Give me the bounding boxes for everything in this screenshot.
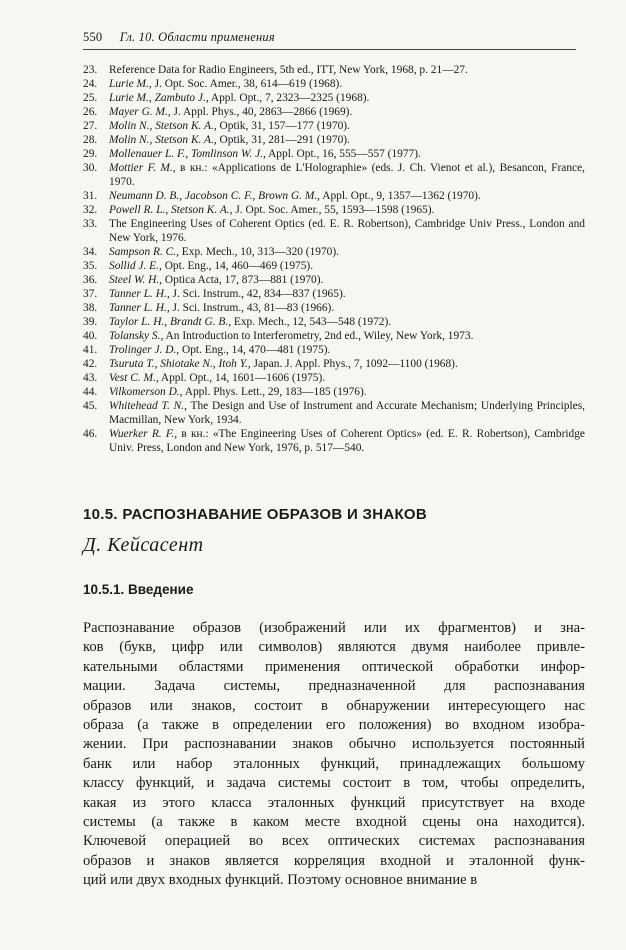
body-line: классу функций, и задача системы состоит в том, чтобы определить, bbox=[83, 775, 585, 792]
reference-item bbox=[83, 385, 585, 399]
reference-number: 44. bbox=[83, 386, 98, 398]
reference-number: 27. bbox=[83, 120, 98, 132]
reference-number: 28. bbox=[83, 134, 98, 146]
reference-number: 29. bbox=[83, 148, 98, 160]
reference-authors: Vest C. M., bbox=[109, 372, 159, 384]
reference-citation: J. Opt. Soc. Amer., 38, 614—619 (1968). bbox=[151, 78, 343, 90]
reference-item bbox=[83, 273, 585, 287]
reference-item bbox=[83, 189, 585, 203]
reference-text bbox=[109, 77, 585, 91]
reference-authors: Molin N., Stetson K. A., bbox=[109, 120, 217, 132]
running-header bbox=[83, 30, 275, 45]
reference-item bbox=[83, 329, 585, 343]
reference-authors: Taylor L. H., Brandt G. B., bbox=[109, 316, 232, 328]
reference-text bbox=[109, 273, 585, 287]
reference-authors: Mayer G. M., bbox=[109, 106, 171, 118]
reference-citation: Opt. Eng., 14, 470—481 (1975). bbox=[179, 344, 331, 356]
reference-number: 45. bbox=[83, 400, 98, 412]
reference-item bbox=[83, 245, 585, 259]
reference-citation: The Engineering Uses of Coherent Optics (ed. E. R. Robertson), Cambridge Univ Press., London and New York, 1976. bbox=[109, 218, 585, 244]
chapter-title: Гл. 10. Области применения bbox=[119, 30, 275, 44]
reference-citation: The Design and Use of Instrument and Accurate Mechanism; Underlying Principles, Macmillan, New York, 1934. bbox=[109, 400, 585, 426]
reference-item bbox=[83, 105, 585, 119]
reference-citation: Appl. Opt., 14, 1601—1606 (1975). bbox=[158, 372, 326, 384]
reference-authors: Lurie M., Zambuto J., bbox=[109, 92, 209, 104]
body-line: какая из этого класса эталонных функций присутствует на входе bbox=[83, 794, 585, 811]
reference-authors: Mottier F. M., bbox=[109, 162, 176, 174]
body-line: банк или набор эталонных функций, принадлежащих большому bbox=[83, 755, 585, 772]
reference-citation: Opt. Eng., 14, 460—469 (1975). bbox=[161, 260, 314, 272]
reference-text bbox=[109, 399, 585, 427]
reference-text bbox=[109, 161, 585, 189]
body-line: кательными областями применения оптической обработки инфор- bbox=[83, 658, 585, 675]
reference-authors: Whitehead T. N., bbox=[109, 400, 187, 412]
reference-text bbox=[109, 287, 585, 301]
reference-authors: Tanner L. H., bbox=[109, 288, 170, 300]
reference-citation: Appl. Opt., 7, 2323—2325 (1968). bbox=[208, 92, 370, 104]
reference-citation: J. Sci. Instrum., 43, 81—83 (1966). bbox=[169, 302, 335, 314]
reference-citation: Appl. Opt., 9, 1357—1362 (1970). bbox=[320, 190, 481, 202]
reference-item bbox=[83, 399, 585, 427]
reference-text bbox=[109, 371, 585, 385]
reference-authors: Molin N., Stetson K. A., bbox=[109, 134, 217, 146]
reference-item bbox=[83, 357, 585, 371]
body-line: образов и знаков является корреляция входной и эталонной функ- bbox=[83, 852, 585, 869]
reference-item bbox=[83, 147, 585, 161]
body-line: жении. При распознавании знаков обычно используется постоянный bbox=[83, 736, 585, 753]
reference-item bbox=[83, 301, 585, 315]
reference-item bbox=[83, 161, 585, 189]
reference-number: 23. bbox=[83, 64, 98, 76]
reference-item bbox=[83, 217, 585, 245]
section-author: Д. Кейсасент bbox=[83, 534, 204, 556]
body-line: системы (а также в каком месте входной сцены она находится). bbox=[83, 814, 585, 831]
reference-citation: J. Opt. Soc. Amer., 55, 1593—1598 (1965). bbox=[232, 204, 435, 216]
reference-citation: Appl. Opt., 16, 555—557 (1977). bbox=[265, 148, 421, 160]
section-title: 10.5. РАСПОЗНАВАНИЕ ОБРАЗОВ И ЗНАКОВ bbox=[83, 506, 428, 523]
reference-number: 33. bbox=[83, 218, 98, 230]
reference-number: 42. bbox=[83, 358, 98, 370]
reference-citation: Reference Data for Radio Engineers, 5th ed., ITT, New York, 1968, p. 21—27. bbox=[109, 64, 468, 76]
reference-authors: Tolansky S., bbox=[109, 330, 164, 342]
reference-number: 40. bbox=[83, 330, 98, 342]
reference-authors: Vilkomerson D., bbox=[109, 386, 183, 398]
header-rule bbox=[83, 49, 576, 50]
body-line: Ключевой операцией во всех оптических системах распознавания bbox=[83, 833, 585, 850]
reference-text bbox=[109, 301, 585, 315]
reference-number: 39. bbox=[83, 316, 98, 328]
reference-authors: Powell R. L., Stetson K. A., bbox=[109, 204, 233, 216]
reference-item bbox=[83, 315, 585, 329]
reference-citation: Optik, 31, 157—177 (1970). bbox=[216, 120, 350, 132]
reference-number: 46. bbox=[83, 428, 98, 440]
body-line: мации. Задача системы, предназначенной для распознавания bbox=[83, 678, 585, 695]
reference-text bbox=[109, 357, 585, 371]
reference-item bbox=[83, 371, 585, 385]
reference-text bbox=[109, 91, 585, 105]
reference-authors: Tsuruta T., Shiotake N., Itoh Y., bbox=[109, 358, 251, 370]
reference-item bbox=[83, 91, 585, 105]
reference-citation: Optica Acta, 17, 873—881 (1970). bbox=[162, 274, 324, 286]
reference-authors: Sampson R. C., bbox=[109, 246, 179, 258]
reference-text bbox=[109, 315, 585, 329]
reference-citation: Japan. J. Appl. Phys., 7, 1092—1100 (1968). bbox=[250, 358, 458, 370]
reference-number: 32. bbox=[83, 204, 98, 216]
reference-citation: Exp. Mech., 12, 543—548 (1972). bbox=[231, 316, 392, 328]
reference-number: 30. bbox=[83, 162, 98, 174]
reference-item bbox=[83, 203, 585, 217]
reference-authors: Neumann D. B., Jacobson C. F., Brown G. M., bbox=[109, 190, 321, 202]
reference-text bbox=[109, 147, 585, 161]
reference-number: 35. bbox=[83, 260, 98, 272]
reference-number: 43. bbox=[83, 372, 98, 384]
reference-number: 26. bbox=[83, 106, 98, 118]
reference-text bbox=[109, 105, 585, 119]
reference-authors: Steel W. H., bbox=[109, 274, 163, 286]
body-line: образа (а также в определении его положения) во входном изобра- bbox=[83, 717, 585, 734]
reference-text bbox=[109, 385, 585, 399]
reference-citation: в кн.: «The Engineering Uses of Coherent Optics» (ed. E. R. Robertson), Cambridge Univ. Press, London and New York, 1976, p. 517—540. bbox=[109, 428, 585, 454]
body-line: ков (букв, цифр или символов) являются двумя наиболее привле- bbox=[83, 639, 585, 656]
reference-citation: J. Sci. Instrum., 42, 834—837 (1965). bbox=[169, 288, 346, 300]
reference-number: 31. bbox=[83, 190, 98, 202]
reference-text bbox=[109, 63, 585, 77]
reference-text bbox=[109, 189, 585, 203]
reference-text bbox=[109, 217, 585, 245]
reference-number: 36. bbox=[83, 274, 98, 286]
reference-number: 25. bbox=[83, 92, 98, 104]
reference-item bbox=[83, 287, 585, 301]
reference-authors: Tanner L. H., bbox=[109, 302, 170, 314]
page-number: 550 bbox=[83, 30, 103, 44]
reference-authors: Lurie M., bbox=[109, 78, 152, 90]
reference-citation: An Introduction to Interferometry, 2nd ed., Wiley, New York, 1973. bbox=[163, 330, 474, 342]
reference-authors: Wuerker R. F., bbox=[109, 428, 178, 440]
subsection-title: 10.5.1. Введение bbox=[83, 582, 194, 597]
reference-authors: Mollenauer L. F., Tomlinson W. J., bbox=[109, 148, 266, 160]
reference-text bbox=[109, 245, 585, 259]
reference-item bbox=[83, 259, 585, 273]
reference-text bbox=[109, 259, 585, 273]
reference-citation: в кн.: «Applications de L'Holographie» (eds. J. Ch. Vienot et al.), Besancon, France, 1970. bbox=[109, 162, 586, 188]
reference-item bbox=[83, 133, 585, 147]
reference-citation: J. Appl. Phys., 40, 2863—2866 (1969). bbox=[170, 106, 353, 118]
reference-text bbox=[109, 329, 585, 343]
reference-authors: Trolinger J. D., bbox=[109, 344, 180, 356]
body-paragraph bbox=[83, 619, 585, 891]
body-line: образов или знаков, состоит в обнаружении интересующего нас bbox=[83, 697, 585, 714]
reference-list bbox=[83, 63, 585, 455]
reference-citation: Exp. Mech., 10, 313—320 (1970). bbox=[178, 246, 340, 258]
reference-text bbox=[109, 133, 585, 147]
reference-item bbox=[83, 343, 585, 357]
reference-number: 24. bbox=[83, 78, 98, 90]
reference-number: 37. bbox=[83, 288, 98, 300]
reference-text bbox=[109, 343, 585, 357]
reference-text bbox=[109, 119, 585, 133]
reference-authors: Sollid J. E., bbox=[109, 260, 162, 272]
reference-item bbox=[83, 119, 585, 133]
body-line: Распознавание образов (изображений или их фрагментов) и зна- bbox=[83, 620, 585, 636]
reference-text bbox=[109, 203, 585, 217]
reference-item bbox=[83, 63, 585, 77]
body-line: ций или двух входных функций. Поэтому основное внимание в bbox=[83, 872, 478, 889]
reference-citation: Appl. Phys. Lett., 29, 183—185 (1976). bbox=[182, 386, 367, 398]
reference-text bbox=[109, 427, 585, 455]
reference-item bbox=[83, 427, 585, 455]
reference-citation: Optik, 31, 281—291 (1970). bbox=[216, 134, 350, 146]
reference-number: 41. bbox=[83, 344, 98, 356]
reference-number: 34. bbox=[83, 246, 98, 258]
reference-number: 38. bbox=[83, 302, 98, 314]
reference-item bbox=[83, 77, 585, 91]
